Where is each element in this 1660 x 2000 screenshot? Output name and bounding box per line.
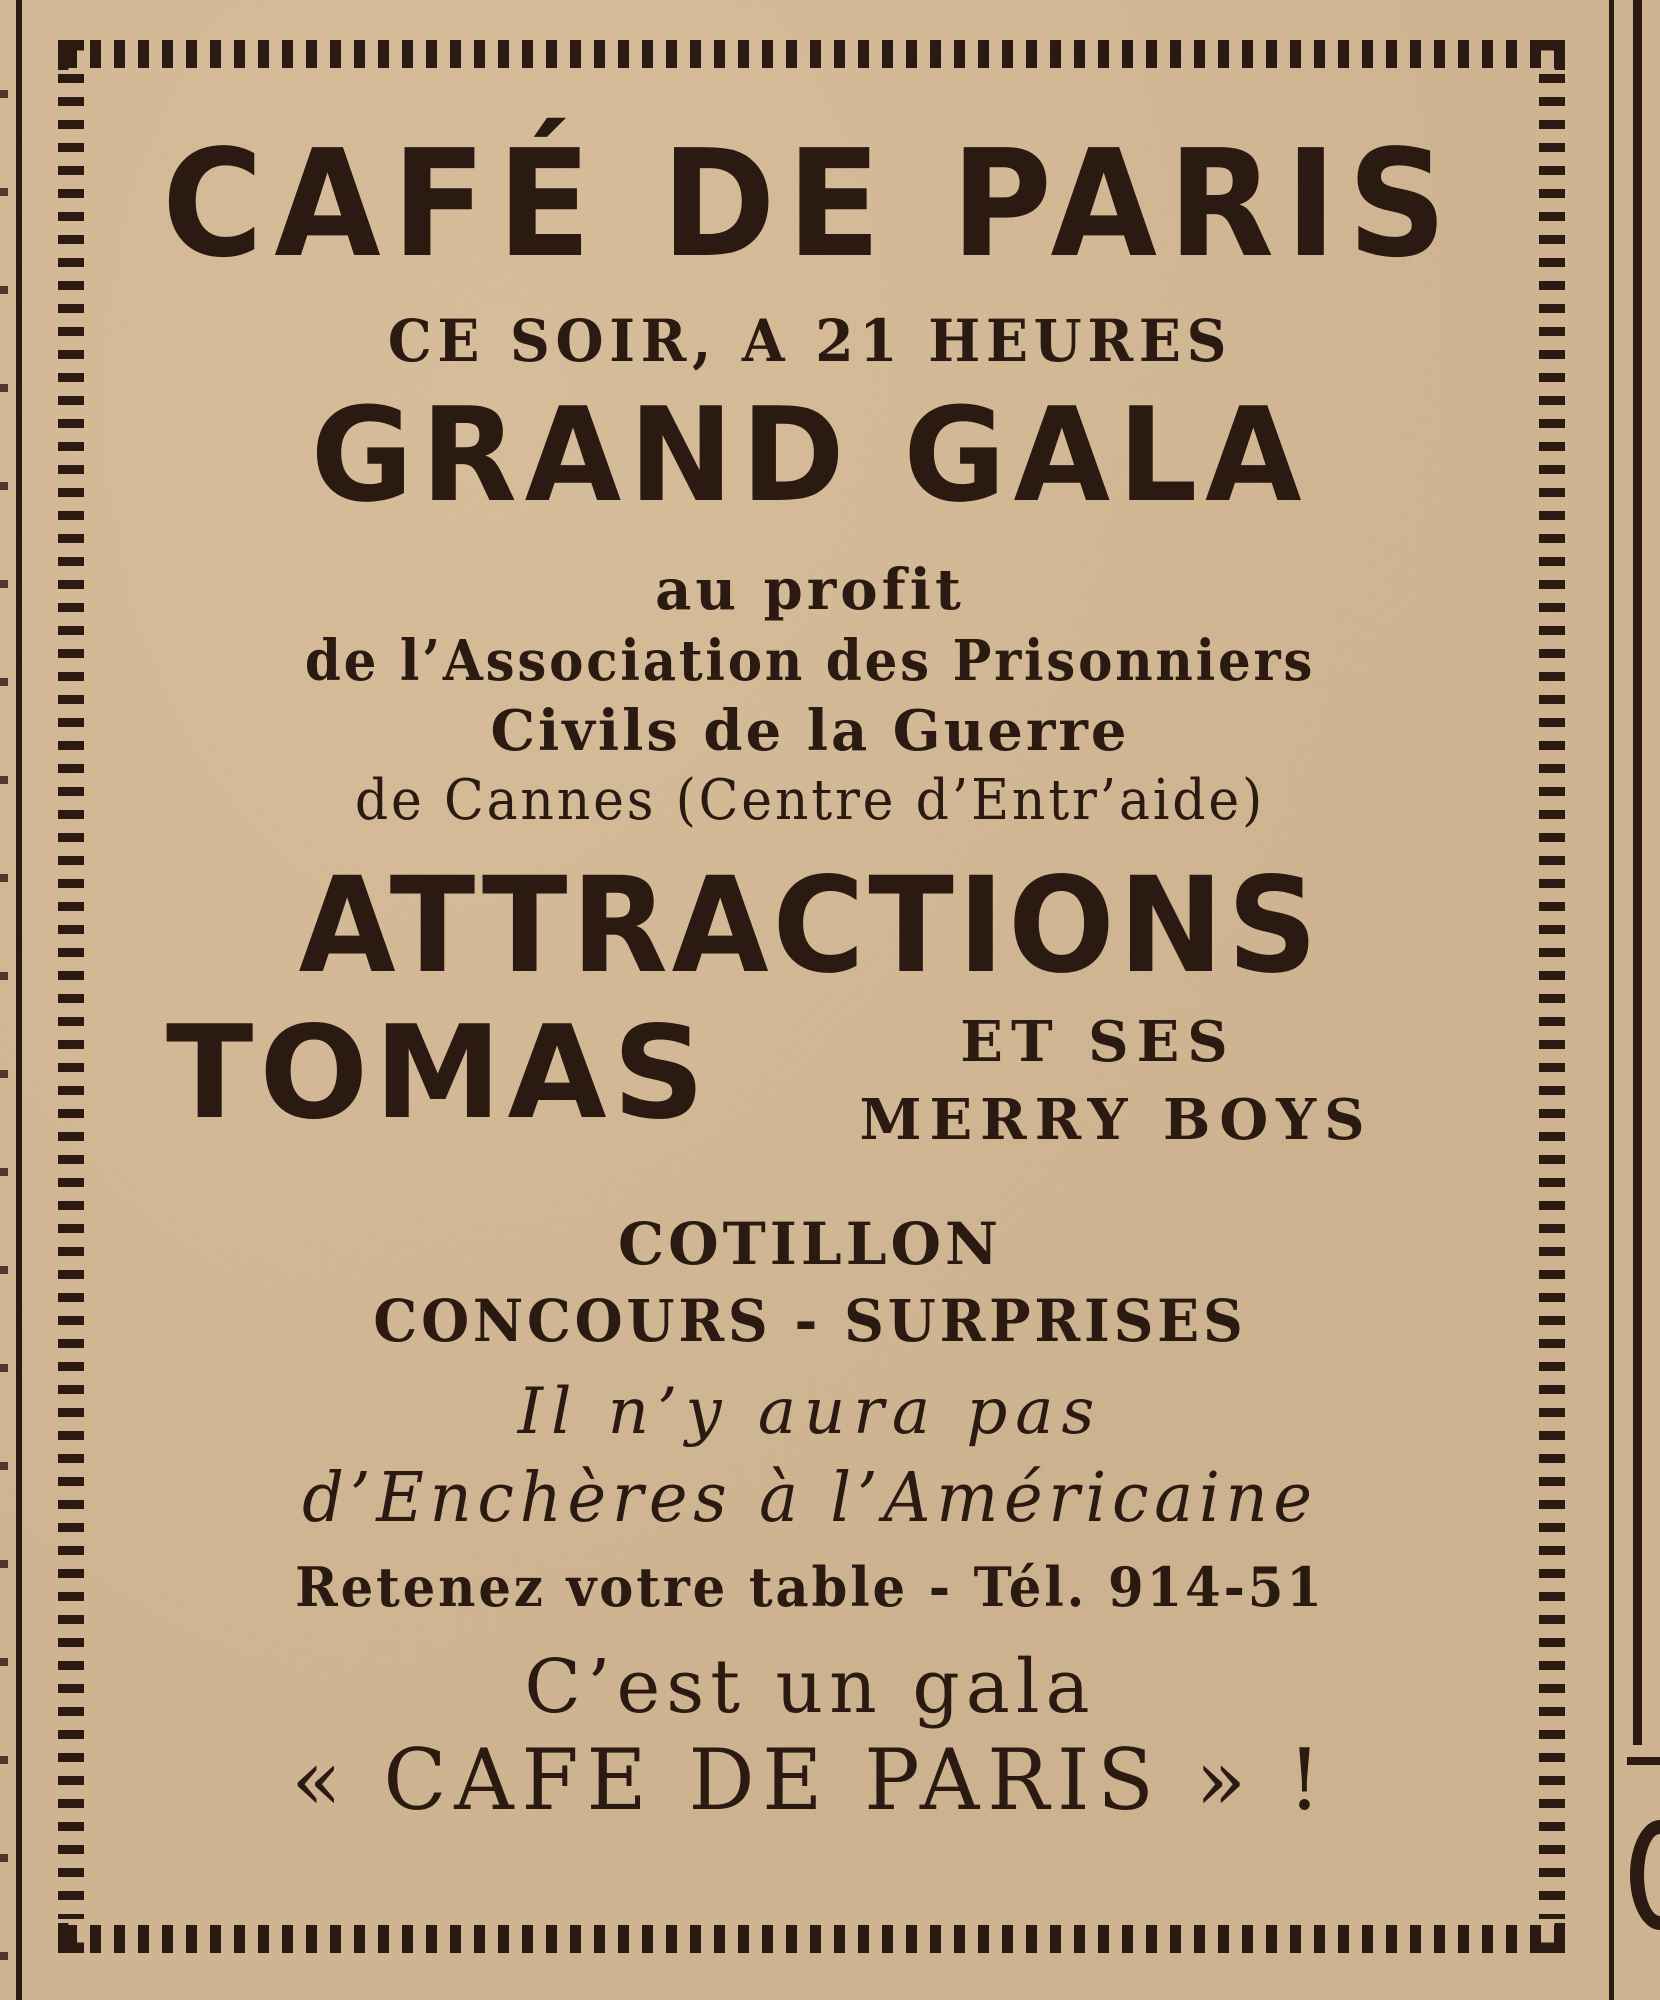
adjacent-ad-border-right [1633, 0, 1642, 1745]
frame-dashed-border-left [58, 74, 84, 1919]
band-billing [100, 999, 1520, 1170]
frame-dashed-border-bottom [66, 1925, 1557, 1953]
event-time: CE SOIR, A 21 HEURES [387, 307, 1233, 375]
column-rule-left [16, 0, 22, 2000]
ad-title: CAFÉ DE PARIS [162, 118, 1458, 290]
column-rule-right [1609, 0, 1614, 2000]
program-item: CONCOURS - SURPRISES [373, 1287, 1247, 1355]
notice-line: Il n’y aura pas [517, 1375, 1103, 1449]
benefit-line: au profit [655, 557, 965, 623]
band-suffix-line: ET SES [960, 1009, 1236, 1075]
adjacent-column-fragment-left [0, 0, 8, 2000]
attractions-heading: ATTRACTIONS [298, 849, 1322, 1003]
closing-slogan: « CAFE DE PARIS » ! [291, 1731, 1329, 1829]
closing-line: C’est un gala [524, 1644, 1096, 1730]
notice-line: d’Enchères à l’Américaine [302, 1459, 1318, 1538]
benefit-line: de Cannes (Centre d’Entr’aide) [354, 768, 1266, 833]
adjacent-ad-letter-fragment [1630, 1820, 1660, 1930]
reservation-phone: Retenez votre table - Tél. 914-51 [295, 1555, 1325, 1619]
band-leader: TOMAS [166, 999, 711, 1148]
frame-dashed-border-top [66, 40, 1557, 68]
frame-dashed-border-right [1539, 74, 1565, 1919]
program-item: COTILLON [617, 1210, 1003, 1278]
benefit-line: de l’Association des Prisonniers [304, 628, 1316, 694]
adjacent-ad-border-corner [1627, 1757, 1660, 1765]
event-name: GRAND GALA [310, 379, 1310, 531]
benefit-line: Civils de la Guerre [490, 698, 1130, 764]
band-suffix-line: MERRY BOYS [859, 1087, 1373, 1153]
